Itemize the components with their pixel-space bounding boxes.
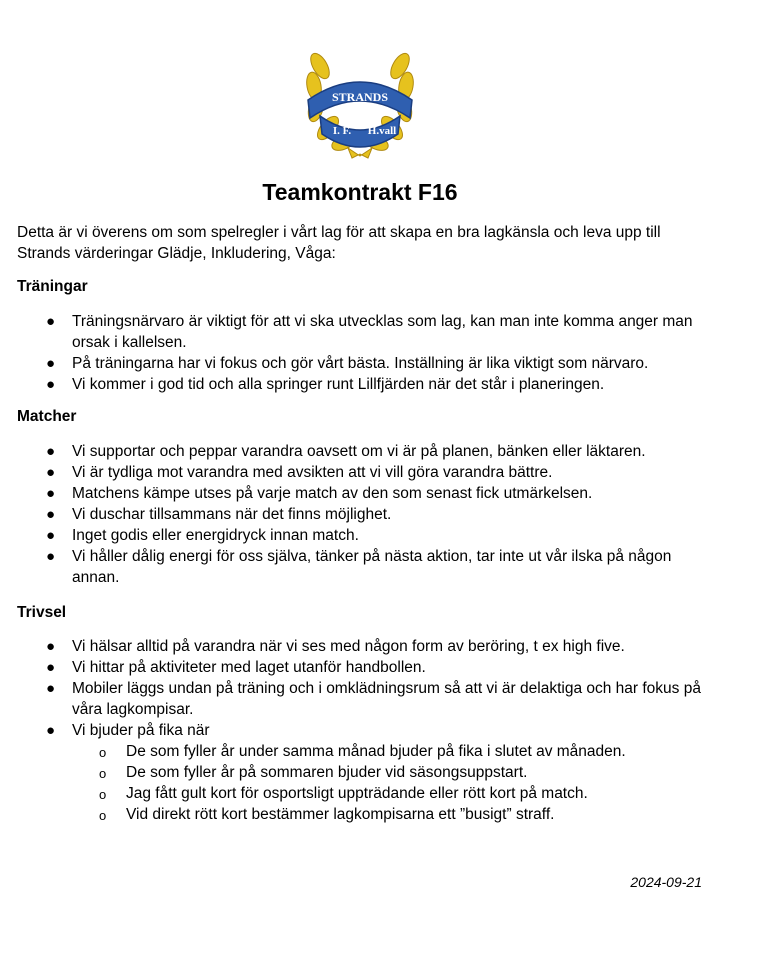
list-item [0, 504, 712, 525]
bullet-icon: ● [46, 464, 56, 481]
list-item [0, 636, 712, 657]
sub-list-item [72, 804, 712, 825]
section-heading-trivsel: Trivsel [17, 604, 67, 621]
document-title: Teamkontrakt F16 [262, 179, 458, 205]
list-item-text: Träningsnärvaro är viktigt för att vi ska utvecklas som lag, kan man inte komma anger man orsak i kallelsen. [72, 313, 693, 351]
circle-bullet-icon: o [99, 766, 107, 781]
sub-list-item-text: Vid direkt rött kort bestämmer lagkompisarna ett ”busigt” straff. [126, 806, 555, 823]
bullet-icon: ● [46, 355, 56, 372]
list-item-text: Vi duschar tillsammans när det finns möjlighet. [72, 506, 392, 523]
list-item-text: Inget godis eller energidryck innan match. [72, 527, 359, 544]
list-item [0, 353, 712, 374]
list-item [0, 525, 712, 546]
bullet-icon: ● [46, 638, 56, 655]
list-item [0, 546, 712, 588]
list-item-text: Vi bjuder på fika när [72, 722, 210, 739]
list-item [0, 483, 712, 504]
matcher-list [0, 441, 758, 588]
list-item [0, 657, 712, 678]
document-date: 2024-09-21 [630, 874, 702, 890]
circle-bullet-icon: o [99, 745, 107, 760]
intro-paragraph: Detta är vi överens om som spelregler i vårt lag för att skapa en bra lagkänsla och leva upp till Strands värderingar Glädje, Inkludering, Våga: [17, 224, 661, 262]
logo-left-text: I. F. [332, 125, 352, 137]
sub-list-item-text: Jag fått gult kort för osportsligt uppträdande eller rött kort på match. [126, 785, 588, 802]
bullet-icon: ● [46, 376, 56, 393]
bullet-icon: ● [46, 548, 56, 565]
trivsel-list [0, 636, 758, 825]
logo-top-text: STRANDS [331, 90, 389, 104]
bullet-icon: ● [46, 722, 56, 739]
circle-bullet-icon: o [99, 808, 107, 823]
circle-bullet-icon: o [99, 787, 107, 802]
list-item-text: På träningarna har vi fokus och gör vårt bästa. Inställning är lika viktigt som närvaro. [72, 355, 649, 372]
list-item [0, 374, 712, 395]
section-heading-matcher: Matcher [17, 408, 77, 425]
bullet-icon: ● [46, 659, 56, 676]
sub-list-item [72, 762, 712, 783]
sub-list-item-text: De som fyller år på sommaren bjuder vid säsongsuppstart. [126, 764, 528, 781]
sub-list-item [72, 783, 712, 804]
bullet-icon: ● [46, 443, 56, 460]
fika-sublist [72, 741, 712, 825]
traningar-list [0, 311, 758, 395]
logo-right-text: H.vall [367, 125, 397, 137]
list-item-text: Vi håller dålig energi för oss själva, tänker på nästa aktion, tar inte ut vår ilska på någon annan. [72, 548, 672, 586]
bullet-icon: ● [46, 313, 56, 330]
bullet-icon: ● [46, 527, 56, 544]
sub-list-item [72, 741, 712, 762]
list-item [0, 441, 712, 462]
sub-list-item-text: De som fyller år under samma månad bjuder på fika i slutet av månaden. [126, 743, 626, 760]
list-item [0, 462, 712, 483]
list-item-text: Mobiler läggs undan på träning och i omklädningsrum så att vi är delaktiga och har fokus på våra lagkompisar. [72, 680, 701, 718]
list-item-text: Vi supportar och peppar varandra oavsett om vi är på planen, bänken eller läktaren. [72, 443, 646, 460]
section-heading-traningar: Träningar [17, 278, 88, 295]
bullet-icon: ● [46, 485, 56, 502]
list-item-text: Matchens kämpe utses på varje match av den som senast fick utmärkelsen. [72, 485, 593, 502]
list-item [0, 311, 712, 353]
list-item-text: Vi hittar på aktiviteter med laget utanför handbollen. [72, 659, 426, 676]
list-item-text: Vi är tydliga mot varandra med avsikten att vi vill göra varandra bättre. [72, 464, 553, 481]
list-item [0, 678, 712, 720]
list-item [0, 720, 712, 825]
list-item-text: Vi hälsar alltid på varandra när vi ses med någon form av beröring, t ex high five. [72, 638, 625, 655]
list-item-text: Vi kommer i god tid och alla springer runt Lillfjärden när det står i planeringen. [72, 376, 605, 393]
bullet-icon: ● [46, 680, 56, 697]
bullet-icon: ● [46, 506, 56, 523]
club-logo [298, 44, 422, 160]
